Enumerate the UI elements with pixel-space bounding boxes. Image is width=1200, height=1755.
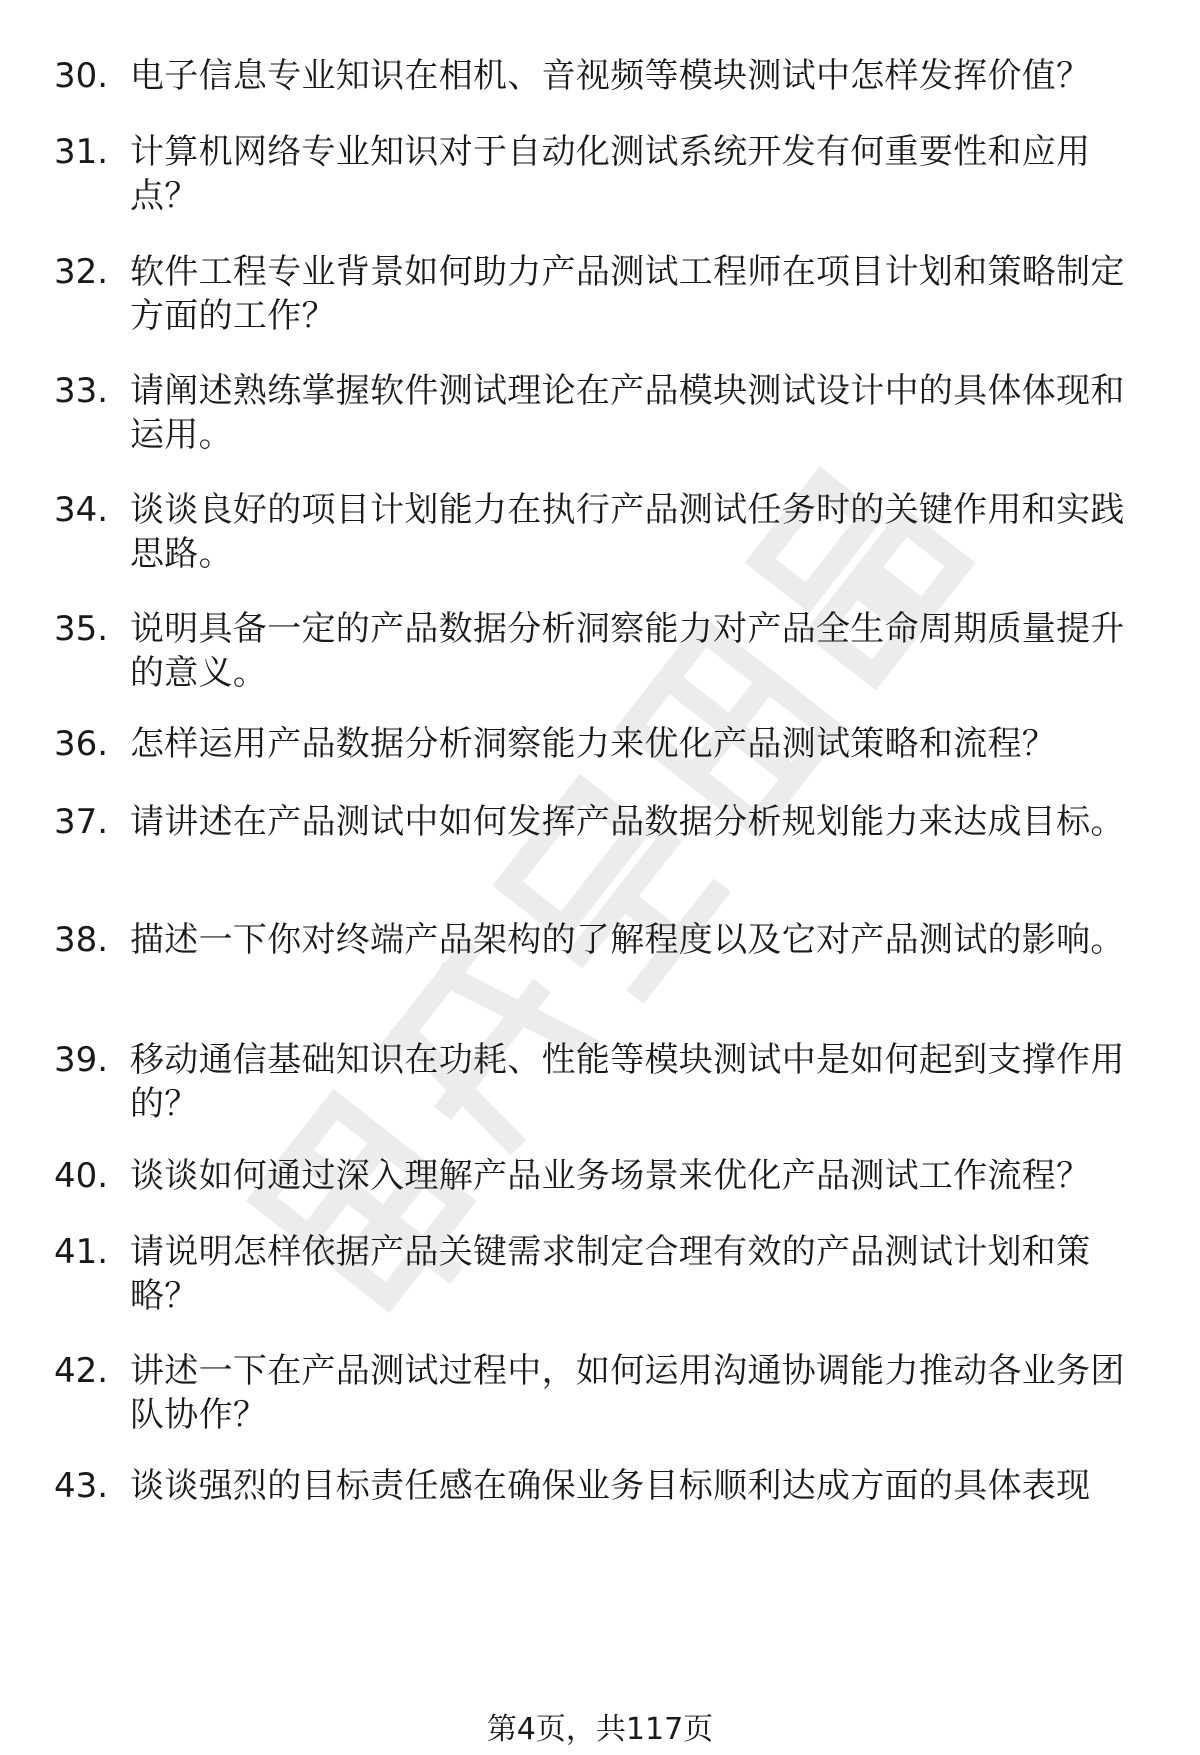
question-text: 请说明怎样依据产品关键需求制定合理有效的产品测试计划和策略？ xyxy=(130,1232,1091,1316)
question-text: 请阐述熟练掌握软件测试理论在产品模块测试设计中的具体体现和运用。 xyxy=(130,371,1125,455)
question-text: 谈谈强烈的目标责任感在确保业务目标顺利达成方面的具体表现 xyxy=(130,1466,1091,1506)
question-text: 谈谈如何通过深入理解产品业务场景来优化产品测试工作流程？ xyxy=(130,1156,1091,1196)
question-text: 怎样运用产品数据分析洞察能力来优化产品测试策略和流程？ xyxy=(130,724,1057,764)
question-number: 32. xyxy=(54,252,109,292)
question-item xyxy=(54,1464,1154,1508)
question-number: 40. xyxy=(54,1156,109,1196)
question-item xyxy=(54,250,1154,338)
question-text: 计算机网络专业知识对于自动化测试系统开发有何重要性和应用点？ xyxy=(130,132,1091,216)
question-number: 33. xyxy=(54,371,109,411)
question-item xyxy=(54,488,1154,576)
question-item xyxy=(54,1154,1154,1198)
question-text: 移动通信基础知识在功耗、性能等模块测试中是如何起到支撑作用的？ xyxy=(130,1040,1125,1124)
question-number: 43. xyxy=(54,1466,109,1506)
question-number: 30. xyxy=(54,56,109,96)
question-number: 42. xyxy=(54,1351,109,1391)
question-text: 描述一下你对终端产品架构的了解程度以及它对产品测试的影响。 xyxy=(130,920,1125,960)
question-number: 37. xyxy=(54,802,109,842)
question-number: 34. xyxy=(54,490,109,530)
question-text: 谈谈良好的项目计划能力在执行产品测试任务时的关键作用和实践思路。 xyxy=(130,490,1125,574)
question-item xyxy=(54,607,1154,695)
question-text: 请讲述在产品测试中如何发挥产品数据分析规划能力来达成目标。 xyxy=(130,802,1125,842)
question-number: 38. xyxy=(54,920,109,960)
page-number: 第4页，共117页 xyxy=(486,1712,714,1747)
question-item xyxy=(54,722,1154,766)
question-item xyxy=(54,130,1154,218)
question-text: 软件工程专业背景如何助力产品测试工程师在项目计划和策略制定方面的工作？ xyxy=(130,252,1125,336)
question-item xyxy=(54,800,1154,844)
question-item xyxy=(54,54,1154,98)
question-item xyxy=(54,1038,1154,1126)
question-item xyxy=(54,1230,1154,1318)
question-number: 35. xyxy=(54,609,109,649)
question-item xyxy=(54,1349,1154,1437)
question-number: 41. xyxy=(54,1232,109,1272)
question-number: 39. xyxy=(54,1040,109,1080)
question-number: 36. xyxy=(54,724,109,764)
question-text: 电子信息专业知识在相机、音视频等模块测试中怎样发挥价值？ xyxy=(130,56,1091,96)
question-item xyxy=(54,369,1154,457)
question-item xyxy=(54,918,1154,962)
question-text: 讲述一下在产品测试过程中，如何运用沟通协调能力推动各业务团队协作？ xyxy=(130,1351,1125,1435)
question-text: 说明具备一定的产品数据分析洞察能力对产品全生命周期质量提升的意义。 xyxy=(130,609,1125,693)
question-number: 31. xyxy=(54,132,109,172)
